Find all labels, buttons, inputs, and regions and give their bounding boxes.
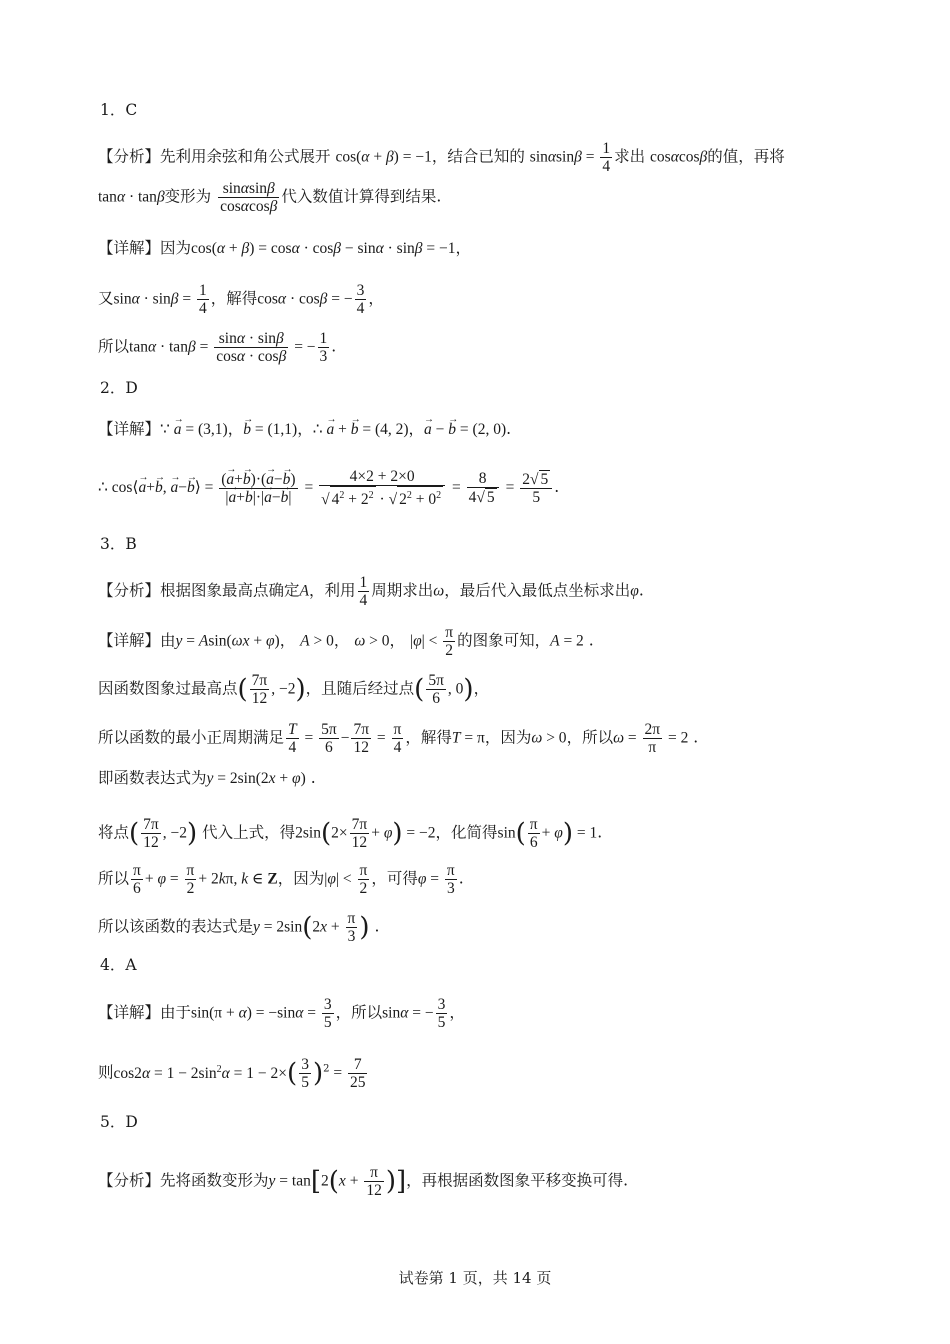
- q3-detail: 【详解】由y = Asin(ωx + φ)， A > 0， ω > 0， |φ| < $\frac{\pi}{2}$ 的图象可知，A = 2 .: [98, 624, 594, 659]
- q4-line2: 则$\cos 2\alpha = 1 - 2\sin^2\alpha = 1 - 2\times$( $\frac{3}{5}$ )$^2$ = $\frac{7}{25}$: [98, 1056, 366, 1091]
- q3-line6: 所以 $\frac{\pi}{6}$ + φ = $\frac{\pi}{2}$ + 2kπ, k ∈ Z，因为|φ| < $\frac{\pi}{2}$ ，可得φ = $\frac{\pi}{3}$ .: [98, 862, 464, 897]
- detail-tag: 【详解】: [98, 239, 161, 257]
- detail-tag: 【详解】: [98, 420, 161, 438]
- q4-detail: 【详解】由于sin(π + α) = −sinα = $\frac{3}{5}$ ，所以sinα = − $\frac{3}{5}$ ，: [98, 996, 465, 1031]
- analysis-tag: 【分析】: [98, 581, 161, 600]
- analysis-tag: 【分析】: [98, 1171, 161, 1190]
- q3-line2: 因函数图象过最高点( $\frac{7\pi}{12}$ , −2)，且随后经过点( $\frac{5\pi}{6}$ , 0)，: [98, 672, 490, 707]
- detail-tag: 【详解】: [98, 1003, 161, 1022]
- q1-number: 1．C: [100, 101, 138, 119]
- q5-analysis: 【分析】先将函数变形为y = tan[2(x + $\frac{\pi}{12}$ )]，再根据函数图象平移变换可得.: [98, 1164, 629, 1199]
- q4-number: 4．A: [100, 956, 137, 974]
- q3-line7: 所以该函数的表达式是y = 2sin(2x + $\frac{\pi}{3}$ ) .: [98, 910, 380, 945]
- q3-line3: 所以函数的最小正周期满足 $\frac{T}{4}$ = $\frac{5\pi}{6}$ − $\frac{7\pi}{12}$ = $\frac{\pi}{4}$ ，解得T = π，因为ω > 0，所以ω = $\frac{2\pi}{\pi}$ = 2 .: [98, 721, 699, 756]
- q1-analysis: 【分析】先利用余弦和角公式展开 cos(α + β) = −1，结合已知的 sinαsinβ = $\frac{1}{4}$ 求出 cosαcosβ的值，再将: [98, 140, 785, 175]
- q3-line4: 即函数表达式为y = 2sin(2x + φ) .: [98, 769, 316, 787]
- q3-analysis: 【分析】根据图象最高点确定A，利用 $\frac{1}{4}$ 周期求出ω，最后代入最低点坐标求出φ.: [98, 574, 644, 609]
- q3-line5: 将点( $\frac{7\pi}{12}$ , −2) 代入上式，得2sin(2× $\frac{7\pi}{12}$ + φ) = −2，化简得sin( $\frac{\pi}{6}$ + φ) = 1.: [98, 816, 603, 851]
- q2-formula: ∴ cos⟨→ a+→ b, → a−→ b⟩ = $\frac{(\to a+\to b)\cdot(\to a-\to b)}{|\to a+\to b|\cdot|\to a-\to b|}$ = $\frac{4\times 2 + 2\times 0}{√ 4^2 + 2^2 \cdot √ 2^2 + 0^2}$ = $\frac{8}{4√ 5}$ = $\frac{2√ 5}{5}$ .: [98, 468, 559, 508]
- q2-detail: 【详解】∵ → a = (3,1)，→ b = (1,1)，∴ → a + → b = (4, 2)，→ a − → b = (2, 0).: [98, 419, 511, 440]
- q3-number: 3．B: [100, 535, 137, 553]
- q1-line3: 所以tanα · tanβ = $\frac{\sin\alpha \cdot \sin\beta}{\cos\alpha \cdot \cos\beta}$ = − $\frac{1}{3}$ .: [98, 330, 337, 365]
- analysis-tag: 【分析】: [98, 147, 161, 166]
- q1-analysis-cont: tanα · tanβ变形为 $\frac{\sin\alpha\sin\beta}{\cos\alpha\cos\beta}$ 代入数值计算得到结果.: [98, 180, 442, 215]
- q1-detail: 【详解】因为cos(α + β) = cosα · cosβ − sinα · sinβ = −1，: [98, 239, 471, 257]
- page-footer: 试卷第 1 页，共 14 页: [398, 1269, 552, 1287]
- q2-number: 2．D: [100, 379, 138, 397]
- detail-tag: 【详解】: [98, 631, 161, 650]
- q1-line2: 又sinα · sinβ = $\frac{1}{4}$ ，解得cosα · cosβ = − $\frac{3}{4}$ ，: [98, 282, 384, 317]
- q5-number: 5．D: [100, 1113, 138, 1131]
